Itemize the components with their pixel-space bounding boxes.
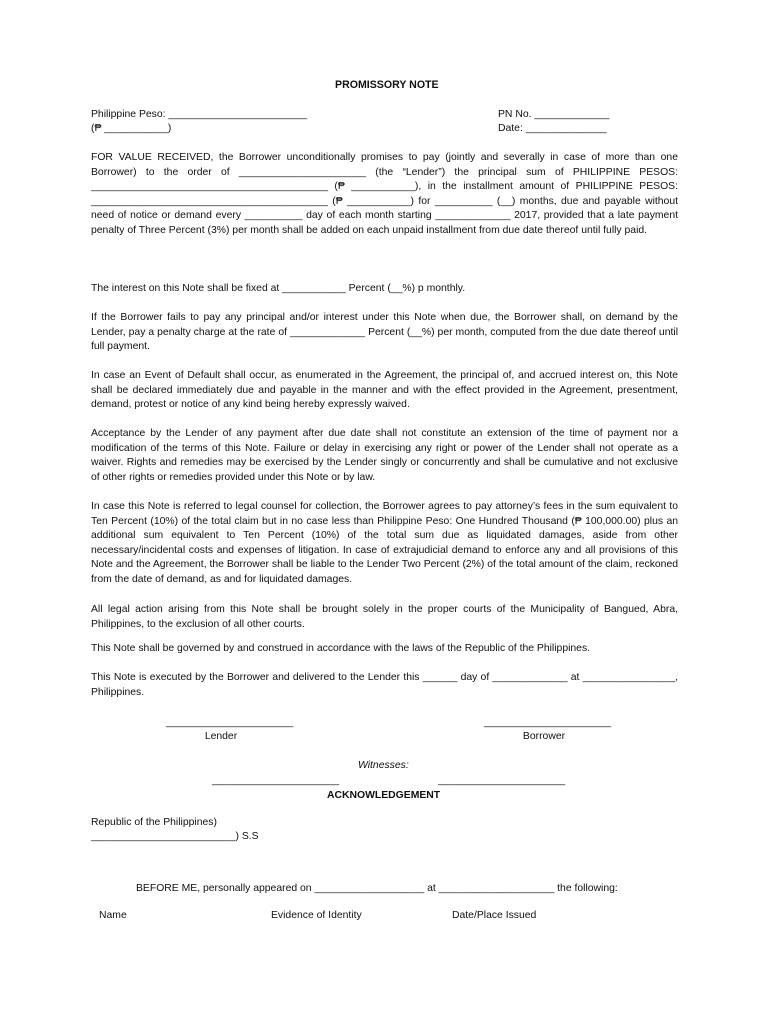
pn-number-field: PN No. _____________ [498, 109, 610, 120]
column-date-header: Date/Place Issued [452, 910, 537, 921]
paragraph-legal-counsel: In case this Note is referred to legal counsel for collection, the Borrower agrees to pay attorney’s fees in the sum equivalent to Ten Percent (10%) of the total claim but in no case less than Philippine Peso: One Hundred Thousand (₱ 100,000.00) plus an additional sum equivalent to Ten Percent (10%) of the total sum due as liquidated damages, aside from other necessary/incidental costs and expenses of litigation. In case of extrajudicial demand to enforce any and all provisions of this Note and the Agreement, the Borrower shall be liable to the Lender Two Percent (2%) of the total amount of the claim, reckoned from the date of demand, as and for liquidated damages. [91, 501, 678, 585]
column-evidence-header: Evidence of Identity [271, 910, 362, 921]
republic-label: Republic of the Philippines) [91, 817, 217, 828]
paragraph-governing-law: This Note shall be governed by and construed in accordance with the laws of the Republic of the Philippines. [91, 643, 591, 654]
borrower-signature-line: ______________________ [484, 717, 612, 728]
lender-signature-line: ______________________ [166, 717, 294, 728]
paragraph-penalty: If the Borrower fails to pay any principal and/or interest under this Note when due, the Borrower shall, on demand by the Lender, pay a penalty charge at the rate of _____________ Percent (__%) per month, computed from the due date thereof until full payment. [91, 312, 678, 353]
witnesses-label: Witnesses: [358, 760, 409, 771]
document-title: PROMISSORY NOTE [335, 79, 439, 91]
witness-2-line: ______________________ [438, 775, 566, 786]
peso-amount-field: Philippine Peso: ________________________ [91, 109, 308, 120]
peso-symbol-field: (₱ ___________) [91, 123, 172, 134]
date-field: Date: ______________ [498, 123, 607, 134]
paragraph-value-received: FOR VALUE RECEIVED, the Borrower unconditionally promises to pay (jointly and severally in case of more than one Borrower) to the order of ______________________ (the “Lender”) the principal sum of PHILIPPINE PESOS: _________________________________________ (₱ ___________), in the installment amount of PHILIPPINE PESOS: _________________________________________ (₱ ___________) for __________ (__) months, due and payable without need of notice or demand every __________ day of each month starting _____________ 2017, provided that a late payment penalty of Three Percent (3%) per month shall be added on each unpaid installment from due date thereof until fully paid. [91, 152, 678, 236]
paragraph-acceptance: Acceptance by the Lender of any payment after due date shall not constitute an extension of the time of payment nor a modification of the terms of this Note. Failure or delay in exercising any right or power of the Lender shall not operate as a waiver. Rights and remedies may be exercised by the Lender singly or concurrently and shall be cumulative and not exclusive of other rights or remedies provided under this Note or by law. [91, 428, 678, 483]
paragraph-interest: The interest on this Note shall be fixed at ___________ Percent (__%) p monthly. [91, 283, 466, 294]
before-me-line: BEFORE ME, personally appeared on ___________________ at ____________________ the following: [136, 883, 618, 894]
witness-1-line: ______________________ [212, 775, 340, 786]
paragraph-default: In case an Event of Default shall occur, as enumerated in the Agreement, the principal of, and accrued interest on, this Note shall be declared immediately due and payable in the manner and with the effect provided in the Agreement, presentment, demand, protest or notice of any kind being hereby expressly waived. [91, 370, 678, 411]
ss-line: _________________________) S.S [91, 831, 259, 842]
lender-label: Lender [204, 731, 238, 742]
borrower-label: Borrower [522, 731, 566, 742]
paragraph-execution: This Note is executed by the Borrower and delivered to the Lender this ______ day of _____________ at ________________, Philippines. [91, 672, 678, 698]
column-name-header: Name [99, 910, 127, 921]
acknowledgement-title: ACKNOWLEDGEMENT [327, 790, 441, 801]
paragraph-jurisdiction: All legal action arising from this Note shall be brought solely in the proper courts of the Municipality of Bangued, Abra, Philippines, to the exclusion of all other courts. [91, 604, 678, 630]
